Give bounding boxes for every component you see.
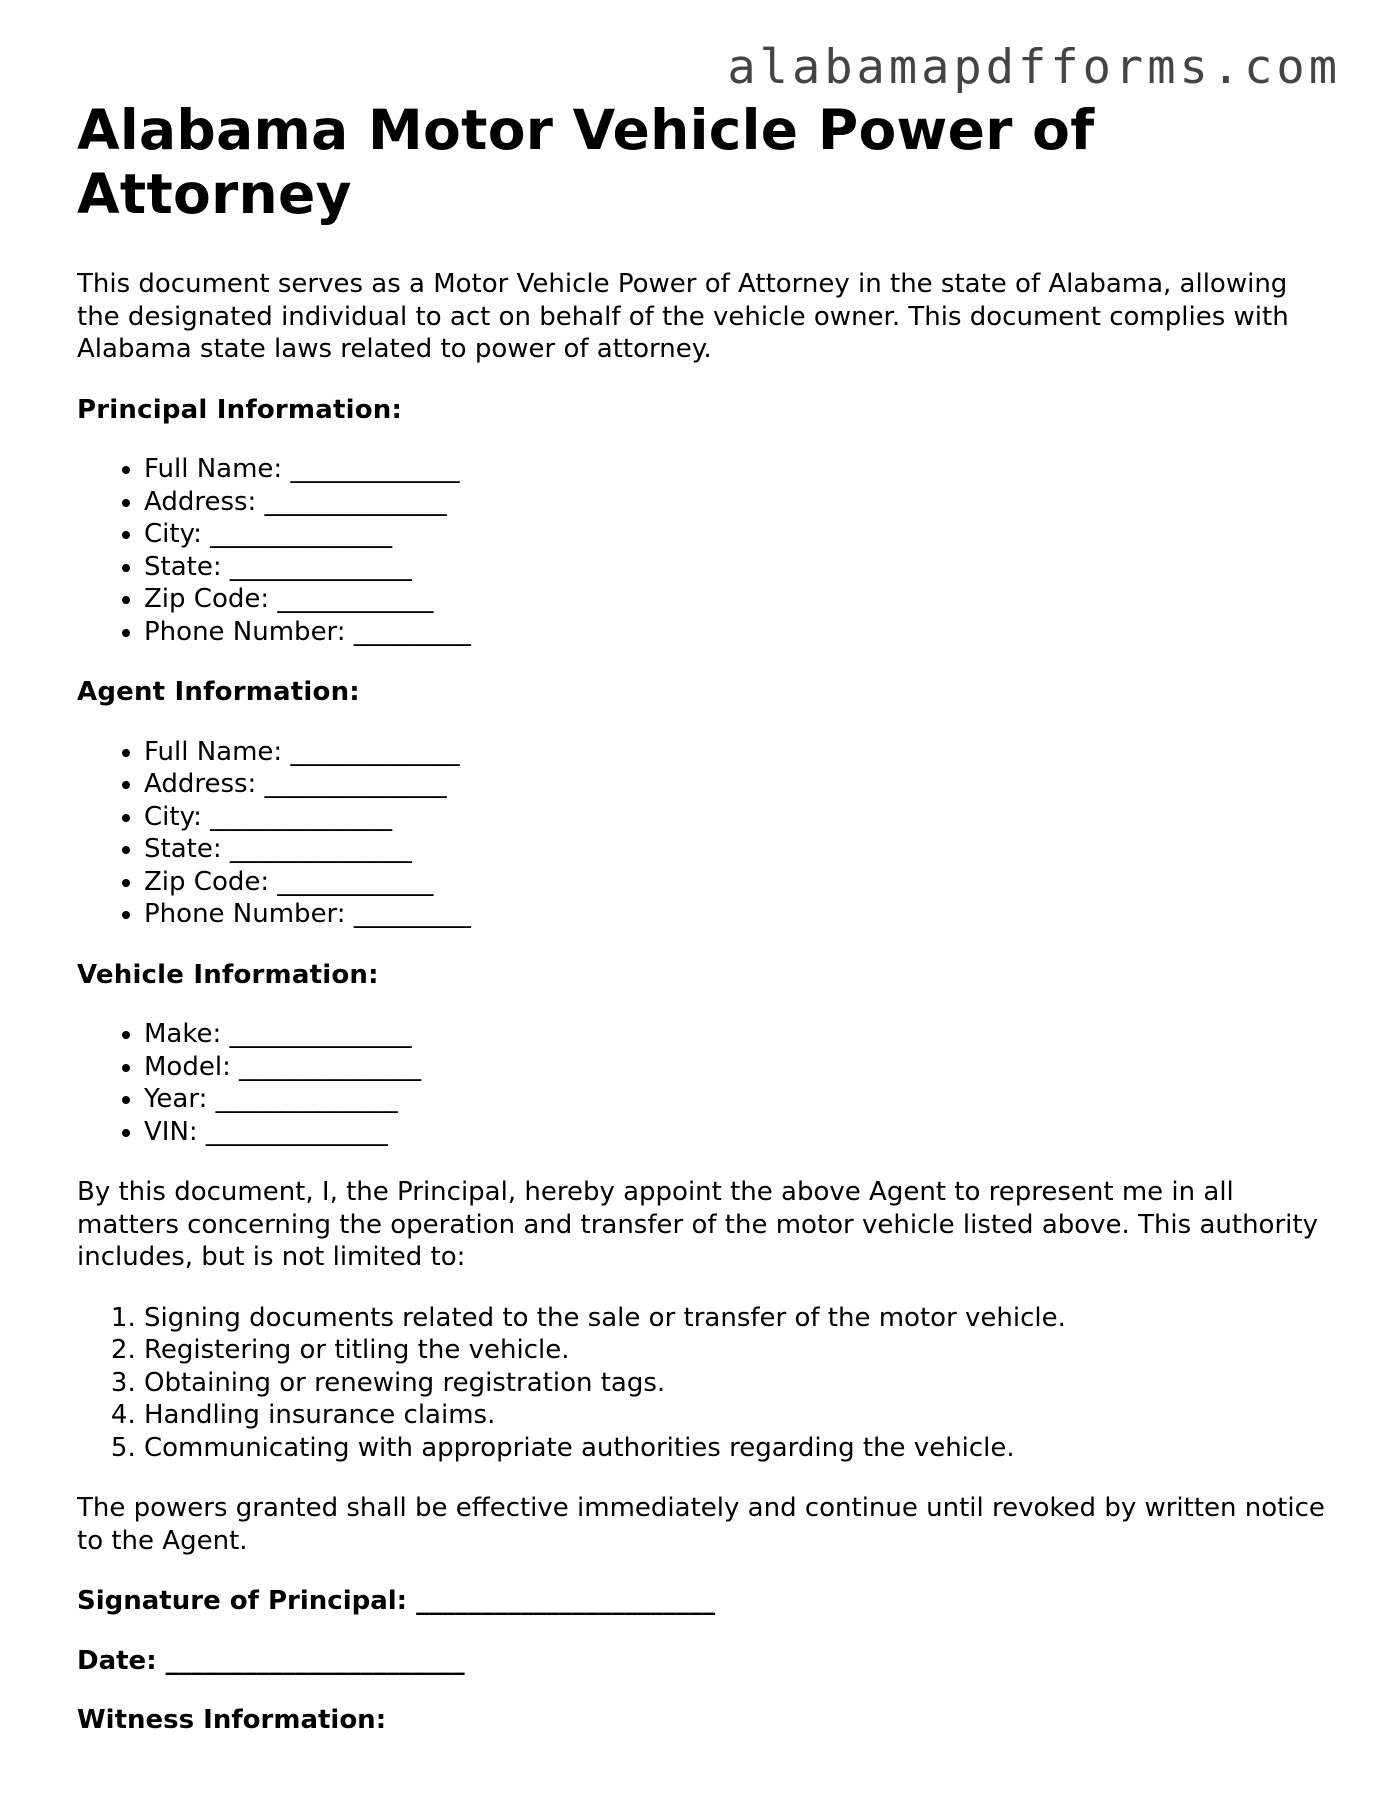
agent-phone-field: • Phone Number: _________ (144, 898, 1327, 931)
agent-zip-field: • Zip Code: ____________ (144, 866, 1327, 899)
agent-full-name-field: • Full Name: _____________ (144, 736, 1327, 769)
power-item: 4. Handling insurance claims. (144, 1399, 1327, 1432)
date-line: Date: _______________________ (77, 1645, 465, 1676)
watermark-site-name: alabamapdfforms.com (727, 40, 1341, 95)
principal-address-field: • Address: ______________ (144, 486, 1327, 519)
agent-heading: Agent Information: (77, 677, 360, 707)
principal-fields-list (77, 453, 1327, 648)
power-item: 2. Registering or titling the vehicle. (144, 1334, 1327, 1367)
agent-state-field: • State: ______________ (144, 833, 1327, 866)
vehicle-fields-list (77, 1018, 1327, 1148)
vehicle-model-field: • Model: ______________ (144, 1051, 1327, 1084)
power-item: 3. Obtaining or renewing registration tags. (144, 1367, 1327, 1400)
intro-paragraph: This document serves as a Motor Vehicle Power of Attorney in the state of Alabama, allowing the designated individual to act on behalf of the vehicle owner. This document complies with Alabama state laws related to power of attorney. (77, 269, 1289, 364)
principal-state-field: • State: ______________ (144, 551, 1327, 584)
power-item: 1. Signing documents related to the sale or transfer of the motor vehicle. (144, 1302, 1327, 1335)
power-item: 5. Communicating with appropriate authorities regarding the vehicle. (144, 1432, 1327, 1465)
effective-paragraph: The powers granted shall be effective immediately and continue until revoked by written notice to the Agent. (77, 1493, 1325, 1556)
vehicle-year-field: • Year: ______________ (144, 1083, 1327, 1116)
vehicle-heading: Vehicle Information: (77, 959, 379, 990)
document-title: Alabama Motor Vehicle Power of Attorney (77, 98, 1095, 226)
powers-list (77, 1302, 1327, 1465)
principal-full-name-field: • Full Name: _____________ (144, 453, 1327, 486)
vehicle-make-field: • Make: ______________ (144, 1018, 1327, 1051)
witness-heading: Witness Information: (77, 1705, 387, 1735)
principal-heading: Principal Information: (77, 394, 403, 425)
principal-city-field: • City: ______________ (144, 518, 1327, 551)
vehicle-vin-field: • VIN: ______________ (144, 1116, 1327, 1149)
agent-address-field: • Address: ______________ (144, 768, 1327, 801)
principal-zip-field: • Zip Code: ____________ (144, 583, 1327, 616)
document-body (77, 98, 1327, 1764)
agent-fields-list (77, 736, 1327, 931)
appointment-paragraph: By this document, I, the Principal, hereby appoint the above Agent to represent me in all matters concerning the operation and transfer of the motor vehicle listed above. This authority includes, but is not limited to: (77, 1177, 1318, 1272)
agent-city-field: • City: ______________ (144, 801, 1327, 834)
principal-phone-field: • Phone Number: _________ (144, 616, 1327, 649)
principal-signature-line: Signature of Principal: _______________________ (77, 1586, 716, 1616)
